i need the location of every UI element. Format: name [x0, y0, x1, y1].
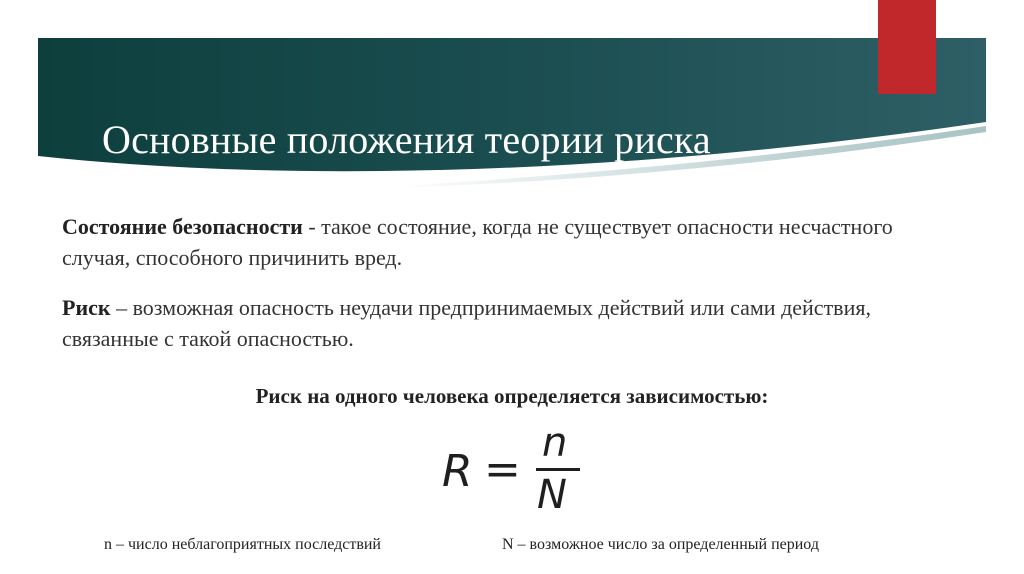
- formula-numerator: n: [542, 420, 568, 466]
- definition-safety: [62, 211, 942, 273]
- definition-term: Риск: [62, 295, 111, 320]
- definition-term: Состояние безопасности: [62, 214, 303, 239]
- formula-equals: =: [484, 444, 521, 495]
- footnote-n: n – число неблагоприятных последствий: [104, 536, 381, 553]
- definition-risk: [62, 292, 942, 354]
- formula-denominator: N: [537, 472, 567, 518]
- definition-text: – возможная опасность неудачи предпринимаемых действий или сами действия, связанные с такой опасностью.: [62, 295, 871, 351]
- definition-text: - такое состояние, когда не существует опасности несчастного случая, способного причинить вред.: [62, 214, 893, 270]
- formula-heading: Риск на одного человека определяется зависимостью:: [255, 384, 769, 408]
- risk-formula: [440, 420, 590, 524]
- fraction-bar: [536, 468, 580, 471]
- footnote-N: N – возможное число за определенный период: [502, 536, 819, 553]
- title-band: [38, 38, 986, 188]
- formula-lhs: R: [442, 446, 473, 497]
- title-band-background: [38, 38, 986, 188]
- accent-tab: [878, 0, 936, 94]
- slide-title: Основные положения теории риска: [102, 117, 711, 162]
